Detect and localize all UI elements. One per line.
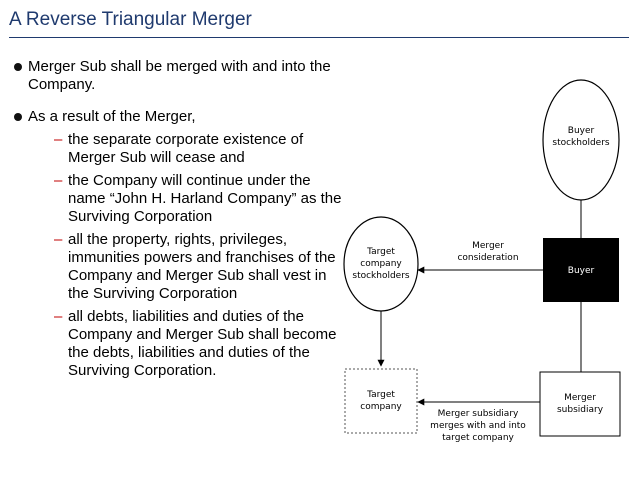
- merger-note-line2: merges with and into: [430, 421, 526, 431]
- target-stockholders-label-line3: stockholders: [352, 271, 410, 281]
- merger-subsidiary-node: [540, 372, 620, 436]
- dash-icon: –: [54, 131, 63, 148]
- merger-note-line3: target company: [442, 433, 514, 443]
- merger-subsidiary-label-line1: Merger: [564, 393, 596, 403]
- sub-bullet-text: the Company will continue under the name “John H. Harland Company” as the Surviving Corporation: [68, 172, 342, 225]
- sub-bullet-text: all the property, rights, privileges, immunities powers and franchises of the Company and Merger Sub shall vest in the Surviving Corporation: [68, 231, 336, 302]
- buyer-stockholders-label-line1: Buyer: [567, 126, 595, 136]
- merger-consideration-label-line1: Merger: [472, 241, 504, 251]
- merger-subsidiary-label-line2: subsidiary: [556, 405, 604, 415]
- buyer-stockholders-label-line2: stockholders: [552, 138, 610, 148]
- target-stockholders-label-line2: company: [360, 259, 402, 269]
- bullet-text: Merger Sub shall be merged with and into the Company.: [28, 58, 331, 93]
- merger-note-line1: Merger subsidiary: [437, 409, 519, 419]
- target-stockholders-label-line1: Target: [367, 247, 395, 257]
- bullet-text: As a result of the Merger,: [28, 108, 196, 125]
- target-company-node: [345, 369, 417, 433]
- slide-title: A Reverse Triangular Merger: [9, 9, 252, 30]
- sub-bullet-text: all debts, liabilities and duties of the Company and Merger Sub shall become the debts, liabilities and duties of the Surviving Corporation.: [68, 308, 337, 379]
- target-company-label-line1: Target: [367, 390, 395, 400]
- buyer-label: Buyer: [567, 266, 595, 276]
- dash-icon: –: [54, 231, 63, 248]
- dash-icon: –: [54, 172, 63, 189]
- sub-bullet-text: the separate corporate existence of Merger Sub will cease and: [68, 131, 304, 166]
- merger-consideration-label-line2: consideration: [457, 253, 519, 263]
- dash-icon: –: [54, 308, 63, 325]
- target-company-label-line2: company: [360, 402, 402, 412]
